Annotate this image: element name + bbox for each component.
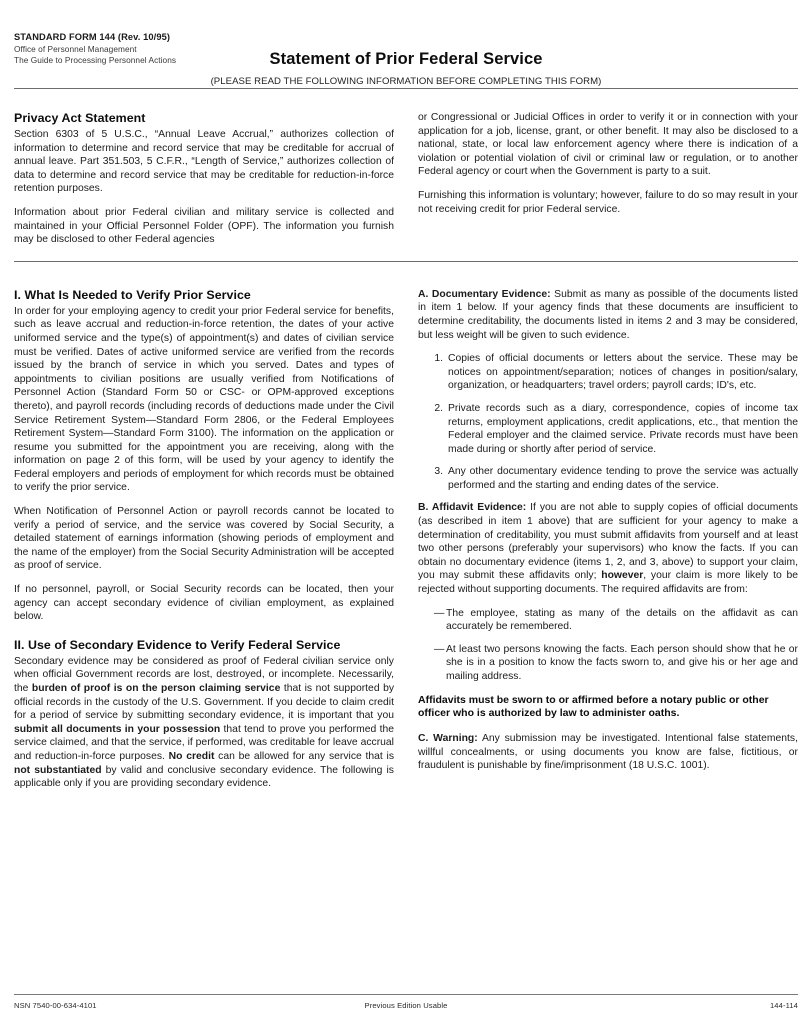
section-one-heading: I. What Is Needed to Verify Prior Service bbox=[14, 287, 251, 302]
footer-edition-note: Previous Edition Usable bbox=[364, 1001, 448, 1010]
s2-bold-burden-of-proof: burden of proof is on the person claiming service bbox=[31, 683, 281, 694]
guide-reference: The Guide to Processing Personnel Actions bbox=[14, 54, 177, 65]
s2-text-d: that tend to prove you performed the service claimed, and that the service, if performed, was creditable for leave accrual and reduction-in-force purposes. bbox=[14, 723, 395, 762]
list-item: Any other documentary evidence tending to prove the service was actually performed and the starting and ending dates of the service. bbox=[448, 466, 798, 491]
section-c-paragraph bbox=[418, 732, 798, 773]
privacy-act-heading: Privacy Act Statement bbox=[14, 111, 146, 125]
s2-text-a: Secondary evidence may be considered as proof of Federal civilian service only when official Government records are lost, destroyed, or incomplete. Necessarily, the bbox=[14, 655, 394, 694]
footer-form-code: 144-114 bbox=[769, 1001, 798, 1010]
list-item: Private records such as a diary, correspondence, copies of income tax returns, employment applications, credit applications, etc., that mention the Federal employer and the claimed service. Private records must have been made during or shortly after period of service. bbox=[448, 402, 798, 455]
notary-requirement-note: Affidavits must be sworn to or affirmed before a notary public or other officer who is authorized by law to administer oaths. bbox=[418, 693, 769, 720]
footer-nsn: NSN 7540-00-634-4101 bbox=[14, 1001, 97, 1010]
privacy-right-column bbox=[418, 111, 798, 216]
documentary-evidence-list bbox=[418, 352, 798, 492]
s2-text-e: can be allowed for any service that is bbox=[214, 750, 395, 762]
section-c-text: Any submission may be investigated. Intentional false statements, willful concealments, or using documents you know are false, fictitious, or fraudulent is punishable by fine/imprisonment (18 U.S.C. 1001). bbox=[418, 733, 798, 772]
section-one-paragraph-1: In order for your employing agency to credit your prior Federal service for benefits, such as leave accrual and reduction-in-force retention, the dates of your active uniformed service and the type(s) of appointment(s) and dates of civilian service must be verified. Dates of active uniformed service are verified from the records issued by the branch of service in which you served. Dates and types of appointments to civilian positions are usually verified from Notifications of Personnel Action (Standard Form 50 or CSC- or OPM-approved exceptions thereto), and payroll records (including records of deductions made under the Civil Service Retirement System—Standard Form 2806, or the Federal Employees Retirement System—Standard Form 3100). The information on the application or resume you submitted for the appointment you are receiving, along with the information on page 2 of this form, will be used by your agency to identify the Federal employers and periods of employment for which records must be obtained to verify the prior service. bbox=[14, 305, 394, 494]
s2-text-c: that is not supported by official records in the custody of the U.S. Government. If you decide to claim credit for a period of service by submitting secondary evidence, it is important that you bbox=[14, 683, 395, 722]
section-two-paragraph-1 bbox=[14, 655, 394, 791]
list-item: — The employee, stating as many of the details on the affidavit as can accurately be remembered. bbox=[446, 607, 798, 634]
instructions-section bbox=[14, 262, 798, 791]
section-c-label: C. Warning: bbox=[418, 733, 478, 745]
section-two-heading: II. Use of Secondary Evidence to Verify Federal Service bbox=[14, 637, 341, 652]
privacy-left-column bbox=[14, 111, 394, 247]
privacy-paragraph-2: Information about prior Federal civilian and military service is collected and maintained in your Official Personnel Folder (OPF). The information you furnish may be disclosed to other Federal agencies bbox=[14, 206, 394, 246]
s2-bold-not-substantiated: not substantiated bbox=[14, 764, 102, 776]
form-identification-block bbox=[14, 32, 176, 65]
issuing-agency: Office of Personnel Management bbox=[14, 43, 137, 54]
s2-bold-submit-all-documents: submit all documents in your possession bbox=[14, 723, 221, 735]
privacy-paragraph-4: Furnishing this information is voluntary; however, failure to do so may result in your not receiving credit for prior Federal service. bbox=[418, 189, 798, 215]
list-item: Copies of official documents or letters about the service. These may be notices on appointment/separation; notices of changes in position/salary, organization, or headquarters; travel orders; payroll cards; ID's, etc. bbox=[448, 353, 798, 392]
section-b-text-c: , your claim is more likely to be rejected without supporting documents. The required affidavits are from: bbox=[418, 570, 799, 596]
section-a-intro: Submit as many as possible of the documents listed in item 1 below. If your agency finds that these documents are insufficient to determine creditability, the documents listed in items 2 and 3 may be considered, but less weight will be given to such evidence. bbox=[418, 288, 798, 341]
affidavit-sources-list bbox=[418, 607, 798, 684]
page-subtitle: (PLEASE READ THE FOLLOWING INFORMATION BEFORE COMPLETING THIS FORM) bbox=[210, 76, 602, 87]
instructions-left-column bbox=[14, 288, 394, 791]
page-header bbox=[14, 0, 798, 87]
section-a-label: A. Documentary Evidence: bbox=[418, 288, 551, 300]
privacy-act-section bbox=[14, 89, 798, 247]
s2-text-f: by valid and conclusive secondary evidence. The following is applicable only if you are providing secondary evidence. bbox=[14, 764, 394, 790]
section-b-paragraph bbox=[418, 501, 798, 596]
privacy-paragraph-3: or Congressional or Judicial Offices in order to verify it or in connection with your application for a job, license, grant, or other benefit. It may also be disclosed to a national, state, or local law enforcement agency where there is indication of a violation or potential violation of civil or criminal law or regulation, or to another Federal agency or court when the Government is party to a suit. bbox=[418, 112, 798, 178]
page-footer bbox=[14, 994, 798, 1010]
section-one-paragraph-3: If no personnel, payroll, or Social Security records can be located, then your agency can accept secondary evidence of civilian employment, as explained below. bbox=[14, 584, 394, 623]
footer-row bbox=[14, 995, 798, 1010]
form-number: STANDARD FORM 144 (Rev. 10/95) bbox=[14, 32, 171, 42]
section-b-text-a: If you are not able to supply copies of official documents (as described in item 1 above) that are sufficient for your agency to make a determination of creditability, you must submit affidavits from yourself and at least two other persons (preferably your supervisors) who know the facts. If you can obtain no documentary evidence (items 1, 2, and 3, above) to support your claim, you may submit these affidavits only; bbox=[418, 502, 798, 582]
page-title: Statement of Prior Federal Service bbox=[269, 50, 543, 68]
privacy-paragraph-1: Section 6303 of 5 U.S.C., “Annual Leave Accrual,” authorizes collection of information to determine and record service that may be creditable for accrual of annual leave. Part 351.503, 5 C.F.R., “Length of Service,” authorizes collection of data to determine and record service that may be creditable for reduction-in-force retention purposes. bbox=[14, 129, 394, 195]
section-b-bold-however: however bbox=[601, 570, 644, 582]
instructions-right-column bbox=[418, 288, 798, 773]
section-a-paragraph bbox=[418, 288, 798, 342]
s2-bold-no-credit: No credit bbox=[168, 750, 215, 762]
section-one-paragraph-2: When Notification of Personnel Action or payroll records cannot be located to verify a period of service, and the service was covered by Social Security, a detailed statement of earnings information (showing periods of employment and the name of the employer) from the Social Security Administration will be accepted as proof of service. bbox=[14, 506, 394, 572]
list-item: — At least two persons knowing the facts. Each person should show that he or she is in a position to know the facts sworn to, and give his or her age and mailing address. bbox=[446, 643, 798, 684]
section-b-label: B. Affidavit Evidence: bbox=[418, 502, 527, 514]
